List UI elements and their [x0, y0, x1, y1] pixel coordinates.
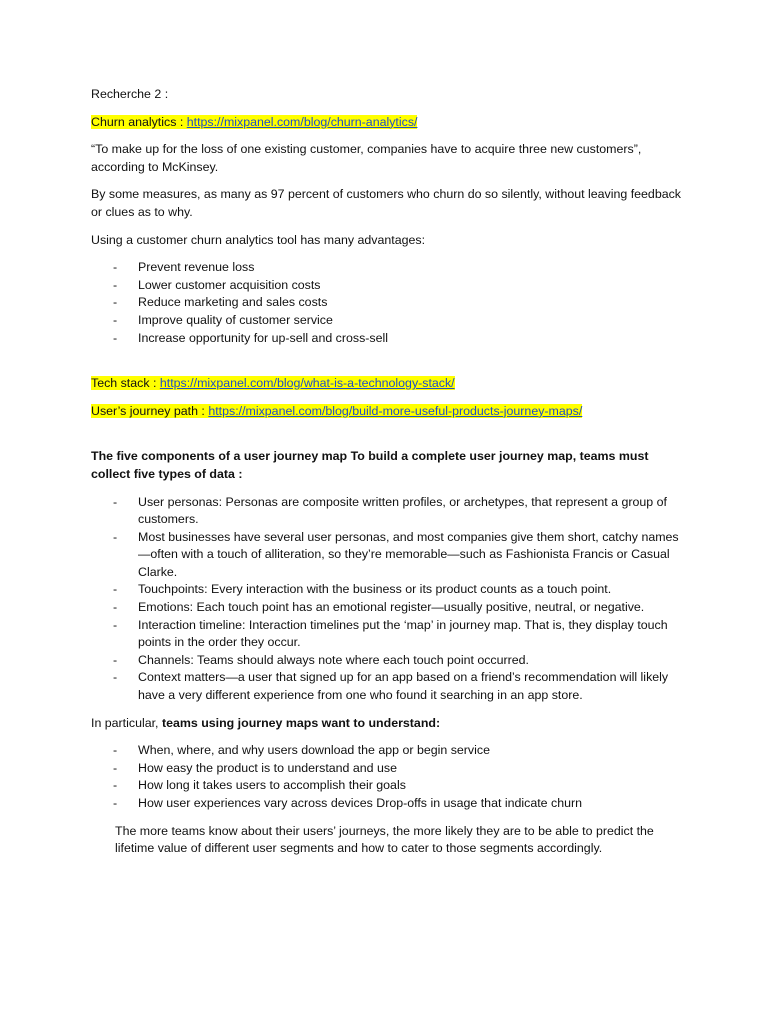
list-item: - Touchpoints: Every interaction with the business or its product counts as a touch point.	[91, 581, 691, 599]
churn-line	[91, 114, 691, 132]
list-item: - Improve quality of customer service	[91, 312, 691, 330]
journey-line	[91, 403, 691, 421]
understand-list	[91, 742, 691, 812]
list-item: - Context matters—a user that signed up for an app based on a friend’s recommendation will likely have a very different experience from one who found it searching in an app store.	[91, 669, 691, 704]
closing-paragraph: The more teams know about their users’ journeys, the more likely they are to be able to predict the lifetime value of different user segments and how to cater to those segments accordingly.	[115, 823, 654, 856]
list-item: - Increase opportunity for up-sell and cross-sell	[91, 330, 691, 348]
list-item: - Most businesses have several user personas, and most companies give them short, catchy names—often with a touch of alliteration, so they’re memorable—such as Fashionista Francis or Casual Clarke.	[91, 529, 691, 582]
list-item: - Reduce marketing and sales costs	[91, 294, 691, 312]
tech-link[interactable]: https://mixpanel.com/blog/what-is-a-technology-stack/	[159, 376, 455, 391]
tech-line	[91, 375, 691, 393]
measures-paragraph: By some measures, as many as 97 percent of customers who churn do so silently, without leaving feedback or clues as to why.	[91, 187, 681, 219]
tool-intro: Using a customer churn analytics tool has many advantages:	[91, 232, 426, 247]
list-item: - Emotions: Each touch point has an emotional register—usually positive, neutral, or negative.	[91, 599, 691, 617]
doc-heading: Recherche 2 :	[91, 87, 169, 101]
components-heading: The five components of a user journey map To build a complete user journey map, teams must collect five types of data :	[91, 449, 649, 481]
components-list	[91, 494, 691, 705]
list-item: - How long it takes users to accomplish their goals	[91, 777, 691, 795]
list-item: - Interaction timeline: Interaction timelines put the ‘map’ in journey map. That is, they display touch points in the order they occur.	[91, 617, 691, 652]
tech-label: Tech stack :	[91, 376, 157, 391]
mckinsey-quote: “To make up for the loss of one existing customer, companies have to acquire three new customers”, according to McKinsey.	[91, 142, 642, 174]
document-body	[91, 86, 691, 858]
journey-label: User’s journey path :	[91, 403, 205, 418]
list-item: - User personas: Personas are composite written profiles, or archetypes, that represent a group of customers.	[91, 494, 691, 529]
list-item: - Prevent revenue loss	[91, 259, 691, 277]
particular-prefix: In particular,	[91, 715, 162, 730]
churn-link[interactable]: https://mixpanel.com/blog/churn-analytics/	[186, 114, 418, 129]
particular-line	[91, 715, 691, 733]
list-item: - How user experiences vary across devices Drop-offs in usage that indicate churn	[91, 795, 691, 813]
tech-label-highlight	[91, 376, 455, 390]
list-item: - When, where, and why users download the app or begin service	[91, 742, 691, 760]
churn-label: Churn analytics :	[91, 114, 184, 129]
advantages-list	[91, 259, 691, 347]
journey-link[interactable]: https://mixpanel.com/blog/build-more-useful-products-journey-maps/	[208, 403, 583, 418]
journey-label-highlight	[91, 404, 582, 418]
list-item: - Channels: Teams should always note where each touch point occurred.	[91, 652, 691, 670]
churn-label-highlight	[91, 115, 417, 129]
list-item: - How easy the product is to understand and use	[91, 760, 691, 778]
list-item: - Lower customer acquisition costs	[91, 277, 691, 295]
particular-bold: teams using journey maps want to understand:	[161, 715, 441, 730]
